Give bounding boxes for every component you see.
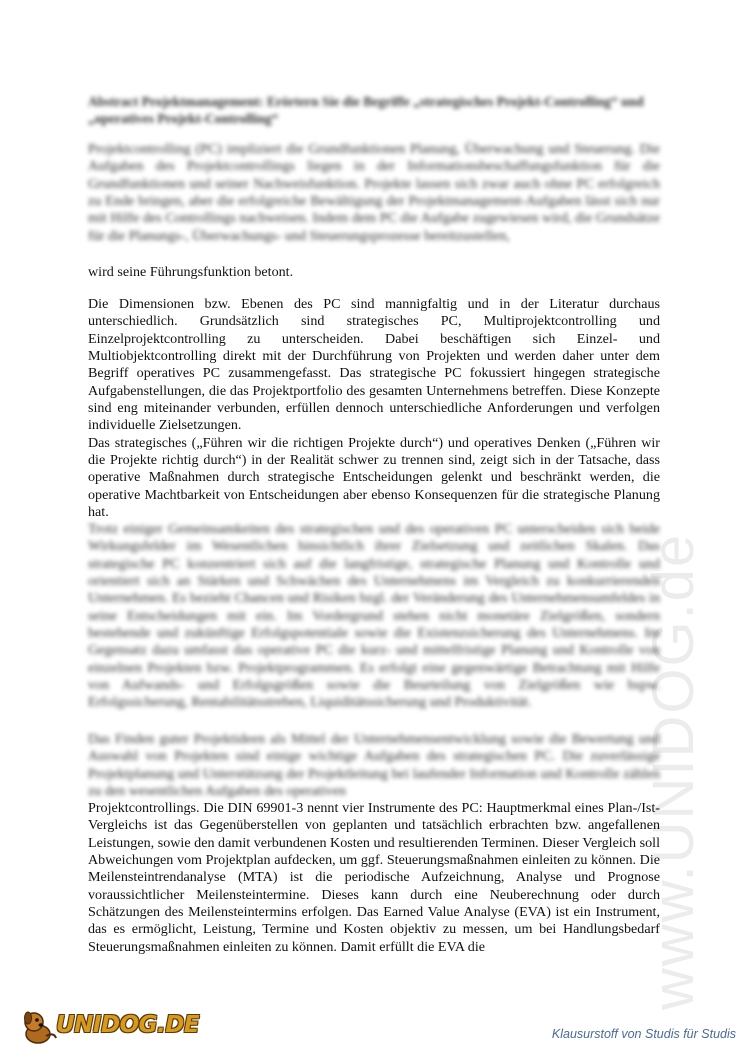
- dog-mascot-icon: [20, 1008, 60, 1048]
- paragraph-2: [88, 296, 660, 521]
- paragraph-text: Projektcontrolling (PC) impliziert die Grundfunktionen Planung, Überwachung und Steuerung. Die Aufgaben des Projektcontrollings liegen in der Informationsbeschaffungsfunktion für die Grundfunktionen und seiner Nachweisfunktion. Projekte lassen sich zwar auch ohne PC erfolgreich zu Ende bringen, aber die erfolgreiche Bewältigung der Projektmanagement-Aufgaben lässt sich nur mit Hilfe des Controllings nachweisen. Indem dem PC die Aufgabe zugewiesen wird, die Grundsätze für die Planungs-, Überwachungs- und Steuerungsprozesse bereitzustellen,: [88, 141, 660, 244]
- footer-tagline: Klausurstoff von Studis für Studis: [551, 1027, 736, 1041]
- logo-wordmark: UNIDOG.DE: [56, 1012, 200, 1038]
- paragraph-text: Die Dimensionen bzw. Ebenen des PC sind mannigfaltig und in der Literatur durchaus unterschiedlich. Grundsätzlich sind strategisches PC, Multiprojektcontrolling und Einzelprojektcontrolling zu unterscheiden. Dabei beschäftigen sich Einzel- und Multiobjektcontrolling direkt mit der Durchführung von Projekten und werden daher unter dem Begriff operatives PC zusammengefasst. Das strategische PC fokussiert hingegen strategische Aufgabenstellungen, die das Projektportfolio des gesamten Unternehmens betreffen. Diese Konzepte sind eng miteinander verbunden, erfüllen dennoch unterschiedliche Anforderungen und verfolgen individuelle Zielsetzungen.: [88, 296, 660, 434]
- paragraph-4-blurred: [88, 731, 660, 800]
- paragraph-text: Das Finden guter Projektideen als Mittel der Unternehmensentwicklung sowie die Bewertung und Auswahl von Projekten sind einige wichtige Aufgaben des strategischen PC. Die zuverlässige Projektplanung und Unterstützung der Projektleitung bei laufender Information und Kontrolle zählen zu den wesentlichen Aufgaben des operativen: [88, 731, 660, 800]
- watermark: www.UNIDOG.de: [641, 532, 706, 1010]
- paragraph-4-tail: [88, 800, 660, 956]
- paragraph-text: Projektcontrollings. Die DIN 69901-3 nennt vier Instrumente des PC: Hauptmerkmal eines Plan-/Ist-Vergleichs ist das Gegenüberstellen von geplanten und tatsächlich erbrachten bzw. angefallenen Leistungen, sowie den damit verbundenen Kosten und resultierenden Terminen. Dieser Vergleich soll Abweichungen vom Projektplan aufdecken, um ggf. Steuerungsmaßnahmen einleiten zu können. Die Meilensteintrendanalyse (MTA) ist die periodische Aufzeichnung, Analyse und Prognose voraussichtlicher Meilensteintermine. Dieses kann durch eine Neuberechnung oder durch Schätzungen des Meilensteintermins erfolgen. Das Earned Value Analyse (EVA) ist ein Instrument, das es ermöglicht, Leistung, Termine und Kosten objektiv zu messen, um bei Handlungsbedarf Steuerungsmaßnahmen einleiten zu können. Damit erfüllt die EVA die: [88, 800, 660, 955]
- paragraph-3-blurred: [88, 521, 660, 712]
- paragraph-1-tail: [88, 264, 660, 281]
- paragraph-text: Das strategisches („Führen wir die richtigen Projekte durch“) und operatives Denken („Führen wir die Projekte richtig durch“) in der Realität schwer zu trennen sind, zeigt sich in der Tatsache, dass operative Maßnahmen durch strategische Entscheidungen gelenkt und beschränkt werden, die operative Machtbarkeit von Entscheidungen aber ebenso Konsequenzen für die strategische Planung hat.: [88, 434, 660, 521]
- paragraph-text: wird seine Führungsfunktion betont.: [88, 264, 294, 280]
- paragraph-1-blurred: [88, 141, 660, 245]
- paragraph-text: Trotz einiger Gemeinsamkeiten des strategischen und des operativen PC unterscheiden sich beide Wirkungsfelder im Wesentlichen hinsichtlich ihrer Zielsetzung und zeitlichen Skalen. Das strategische PC konzentriert sich auf die langfristige, strategische Planung und Kontrolle und orientiert sich an Stärken und Schwächen des Unternehmens im Vergleich zu konkurrierenden Unternehmen. Es bezieht Chancen und Risiken bzgl. der Veränderung des Unternehmensumfeldes in seine Entscheidungen mit ein. Im Vordergrund stehen nicht monetäre Zielgrößen, sondern bestehende und zukünftige Erfolgspotentiale sowie die Existenzsicherung des Unternehmens. Im Gegensatz dazu umfasst das operative PC die kurz- und mittelfristige Planung und Kontrolle von einzelnen Projekten bzw. Projektprogrammen. Es erfolgt eine gegenwärtige Betrachtung mit Hilfe von Aufwands- und Erfolgsgrößen sowie die Beurteilung von Zielgrößen wie bspw. Erfolgssicherung, Rentabilitätsstreben, Liquiditätssicherung und Produktivität.: [88, 521, 660, 711]
- unidog-logo[interactable]: [20, 1008, 200, 1048]
- document-title: Abstract Projektmanagement: Erörtern Sie die Begriffe „strategisches Projekt-Controlling“ und „operatives Projekt-Controlling“: [88, 94, 644, 126]
